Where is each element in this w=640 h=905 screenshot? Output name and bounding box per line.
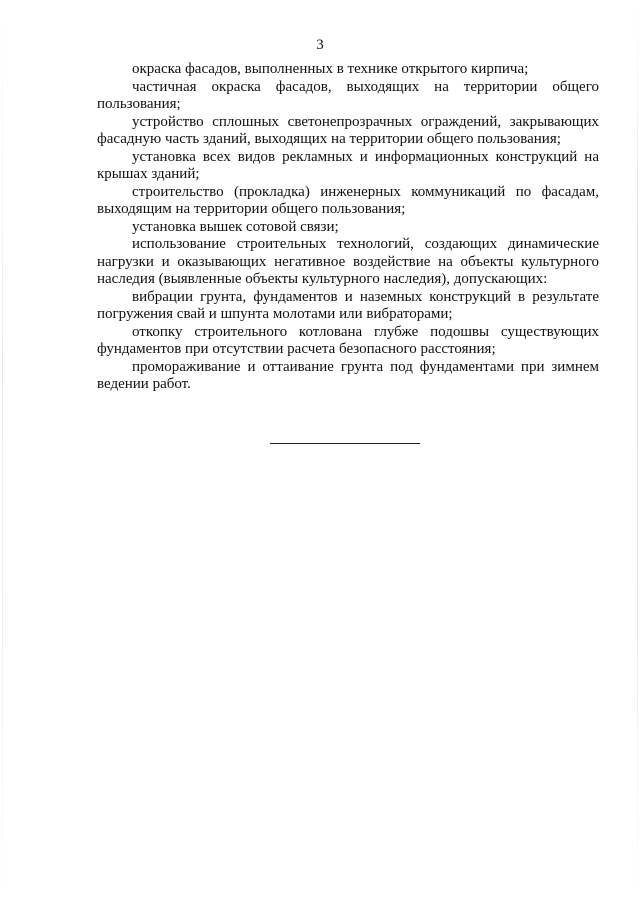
list-item-ground-freezing: промораживание и оттаивание грунта под фундаментами при зимнем ведении работ. — [97, 358, 599, 392]
end-separator-line — [270, 443, 420, 444]
list-item-partial-facade-painting: частичная окраска фасадов, выходящих на территории общего пользования; — [97, 78, 599, 112]
list-item-construction-technologies: использование строительных технологий, создающих динамические нагрузки и оказывающих негативное воздействие на объекты культурного наследия (выявленные объекты культурного наследия), допускающих: — [97, 236, 599, 287]
scan-edge-left — [2, 0, 3, 905]
list-item-engineering-communications: строительство (прокладка) инженерных коммуникаций по фасадам, выходящим на территории общего пользования; — [97, 183, 599, 217]
list-item-solid-fences: устройство сплошных светонепрозрачных ограждений, закрывающих фасадную часть зданий, выходящих на территории общего пользования; — [97, 113, 599, 147]
list-item-ground-vibration: вибрации грунта, фундаментов и наземных конструкций в результате погружения свай и шпунта молотами или вибраторами; — [97, 288, 599, 322]
list-item-rooftop-advertising: установка всех видов рекламных и информационных конструкций на крышах зданий; — [97, 148, 599, 182]
list-item-facade-painting-brick: окраска фасадов, выполненных в технике открытого кирпича; — [132, 61, 529, 77]
list-item-pit-excavation: откопку строительного котлована глубже подошвы существующих фундаментов при отсутствии расчета безопасного расстояния; — [97, 323, 599, 357]
scan-edge-right — [637, 0, 638, 905]
document-body — [97, 61, 599, 394]
list-item-cell-towers: установка вышек сотовой связи; — [132, 218, 339, 235]
page-number: 3 — [316, 37, 324, 53]
